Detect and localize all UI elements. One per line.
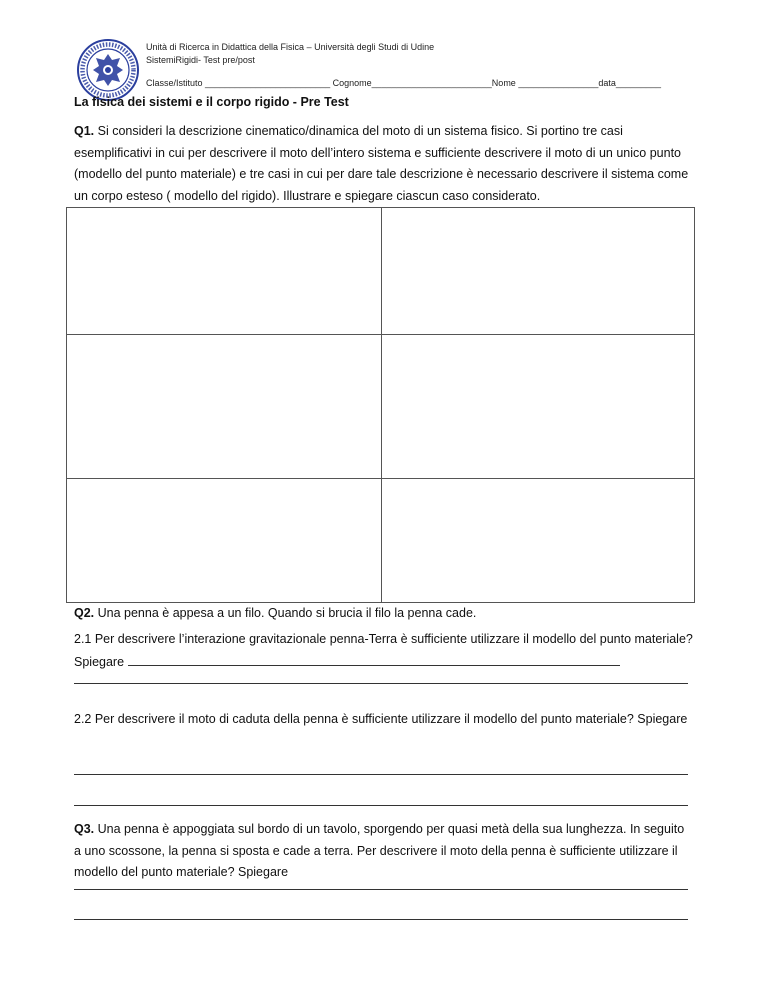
answer-line-2-2a[interactable] (74, 774, 688, 776)
answer-cell-6[interactable] (382, 479, 695, 603)
answer-cell-2[interactable] (382, 208, 695, 334)
q3-text: Una penna è appoggiata sul bordo di un tavolo, sporgendo per quasi metà della sua lunghezza. In seguito a uno scossone, la penna si sposta e cade a terra. Per descrivere il moto della penna è sufficiente utilizzare il modello del punto materiale? Spiegare (74, 822, 685, 879)
q1-text: Si consideri la descrizione cinematico/dinamica del moto di un sistema fisico. Si portino tre casi esemplificativi in cui per descrivere il moto dell’intero sistema e sufficiente descrivere il moto di un unico punto (modello del punto materiale) e tre casi in cui per dare tale descrizione è necessario descrivere il sistema come un corpo esteso ( modello del rigido). Illustrare e spiegare ciascun caso considerato. (74, 124, 689, 203)
question-q3 (74, 819, 694, 884)
answer-cell-1[interactable] (67, 208, 381, 334)
q3-label: Q3. (74, 822, 95, 836)
answer-cell-3[interactable] (67, 335, 381, 478)
header-institution: Unità di Ricerca in Didattica della Fisica – Università degli Studi di Udine (146, 42, 435, 52)
answer-grid (66, 207, 695, 603)
q2-text: Una penna è appesa a un filo. Quando si brucia il filo la penna cade. (94, 606, 477, 620)
answer-cell-5[interactable] (67, 479, 381, 603)
question-2-1 (74, 629, 694, 673)
q21-text: 2.1 Per descrivere l’interazione gravitazionale penna-Terra è sufficiente utilizzare il modello del punto materiale? Spiegare (74, 632, 693, 669)
question-q2 (74, 603, 694, 625)
university-seal-icon (76, 38, 140, 102)
page-title: La fisica dei sistemi e il corpo rigido - Pre Test (74, 95, 349, 109)
answer-line-3b[interactable] (74, 919, 688, 921)
q2-label: Q2. (74, 606, 95, 620)
q22-text: 2.2 Per descrivere il moto di caduta della penna è sufficiente utilizzare il modello del punto materiale? Spiegare (74, 712, 688, 726)
header-student-fields[interactable]: Classe/Istituto _________________________ Cognome________________________Nome ________________data_________ (146, 78, 661, 88)
answer-line-3a[interactable] (74, 889, 688, 891)
answer-line-2-1-inline[interactable] (128, 651, 620, 666)
q1-label: Q1. (74, 124, 95, 138)
header-test-name: SistemiRigidi- Test pre/post (146, 55, 255, 65)
question-2-2 (74, 709, 694, 731)
answer-cell-4[interactable] (382, 335, 695, 478)
question-q1 (74, 121, 694, 207)
answer-line-2-2b[interactable] (74, 805, 688, 807)
answer-line-2-1[interactable] (74, 683, 688, 685)
